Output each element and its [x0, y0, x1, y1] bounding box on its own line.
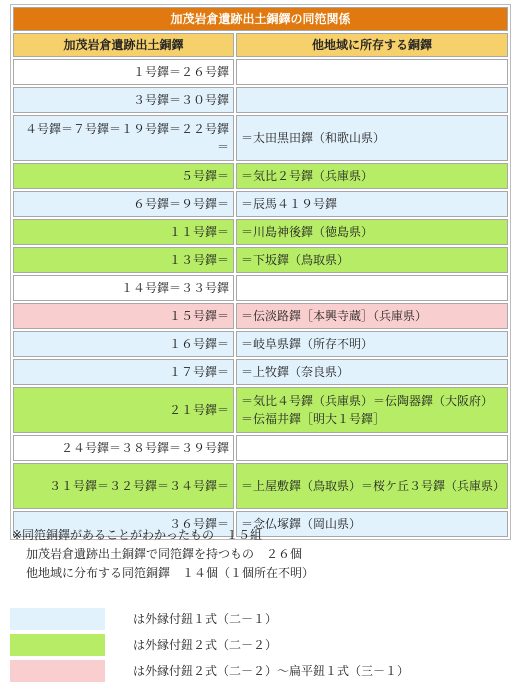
table-row	[13, 359, 508, 385]
legend-swatch	[10, 634, 105, 656]
legend-label: は外縁付鈕１式（二－１）	[133, 612, 278, 626]
row-right-cell	[236, 59, 508, 85]
column-header-kamoiwakura: 加茂岩倉遺跡出土銅鐸	[13, 33, 234, 57]
row-left-cell: １５号鐸＝	[13, 303, 234, 329]
table-row	[13, 387, 508, 433]
row-left-cell: １６号鐸＝	[13, 331, 234, 357]
note-other-region-count: 他地域に分布する同笵銅鐸 １４個（１個所在不明）	[26, 566, 315, 580]
legend-item-type-2-2-to-3-1	[10, 660, 520, 682]
legend-label: は外縁付鈕２式（二－２）	[133, 638, 278, 652]
row-left-cell: １７号鐸＝	[13, 359, 234, 385]
legend-swatch	[10, 660, 105, 682]
table-row	[13, 163, 508, 189]
row-left-cell: ５号鐸＝	[13, 163, 234, 189]
column-header-other-regions: 他地域に所存する銅鐸	[236, 33, 508, 57]
table-row	[13, 219, 508, 245]
row-right-cell: ＝辰馬４１９号鐸	[236, 191, 508, 217]
table-row	[13, 463, 508, 509]
table-row	[13, 87, 508, 113]
legend-item-type-2-1	[10, 608, 520, 630]
table-row	[13, 303, 508, 329]
table-row	[13, 331, 508, 357]
legend-item-type-2-2	[10, 634, 520, 656]
legend-label: は外縁付鈕２式（二－２）～扁平鈕１式（三－１）	[133, 664, 410, 678]
row-right-cell	[236, 275, 508, 301]
note-summary: ※同笵銅鐸があることがわかったもの １５組	[12, 528, 263, 542]
row-right-cell: ＝下坂鐸（鳥取県）	[236, 247, 508, 273]
row-left-cell: ４号鐸＝７号鐸＝１９号鐸＝２２号鐸＝	[13, 115, 234, 161]
row-left-cell: １号鐸＝２６号鐸	[13, 59, 234, 85]
table-row	[13, 59, 508, 85]
row-right-cell: ＝川島神後鐸（徳島県）	[236, 219, 508, 245]
row-left-cell: ６号鐸＝９号鐸＝	[13, 191, 234, 217]
row-left-cell: １４号鐸＝３３号鐸	[13, 275, 234, 301]
legend-swatch	[10, 608, 105, 630]
table-row	[13, 275, 508, 301]
notes	[12, 526, 517, 583]
row-right-cell: ＝太田黒田鐸（和歌山県）	[236, 115, 508, 161]
row-left-cell: ３号鐸＝３０号鐸	[13, 87, 234, 113]
row-left-cell: １３号鐸＝	[13, 247, 234, 273]
row-right-cell: ＝上牧鐸（奈良県）	[236, 359, 508, 385]
table-row	[13, 435, 508, 461]
row-left-cell: ３１号鐸＝３２号鐸＝３４号鐸＝	[13, 463, 234, 509]
row-right-cell: ＝伝淡路鐸［本興寺蔵］（兵庫県）	[236, 303, 508, 329]
row-right-cell: ＝念仏塚鐸（岡山県）	[236, 511, 508, 537]
row-left-cell: ２１号鐸＝	[13, 387, 234, 433]
table-row	[13, 191, 508, 217]
row-right-cell: ＝上屋敷鐸（鳥取県）＝桜ケ丘３号鐸（兵庫県）	[236, 463, 508, 509]
row-left-cell: ２４号鐸＝３８号鐸＝３９号鐸	[13, 435, 234, 461]
row-right-cell: ＝岐阜県鐸（所存不明）	[236, 331, 508, 357]
table-row	[13, 247, 508, 273]
row-left-cell: １１号鐸＝	[13, 219, 234, 245]
row-right-cell	[236, 87, 508, 113]
row-right-cell	[236, 435, 508, 461]
row-left-cell: ３６号鐸＝	[13, 511, 234, 537]
row-right-cell: ＝気比４号鐸（兵庫県）＝伝陶器鐸（大阪府）＝伝福井鐸［明大１号鐸］	[236, 387, 508, 433]
note-kamoiwakura-count: 加茂岩倉遺跡出土銅鐸で同笵鐸を持つもの ２６個	[26, 547, 303, 561]
dotaku-table	[10, 4, 511, 540]
row-right-cell: ＝気比２号鐸（兵庫県）	[236, 163, 508, 189]
table-row	[13, 115, 508, 161]
table-title: 加茂岩倉遺跡出土銅鐸の同笵関係	[13, 7, 508, 31]
